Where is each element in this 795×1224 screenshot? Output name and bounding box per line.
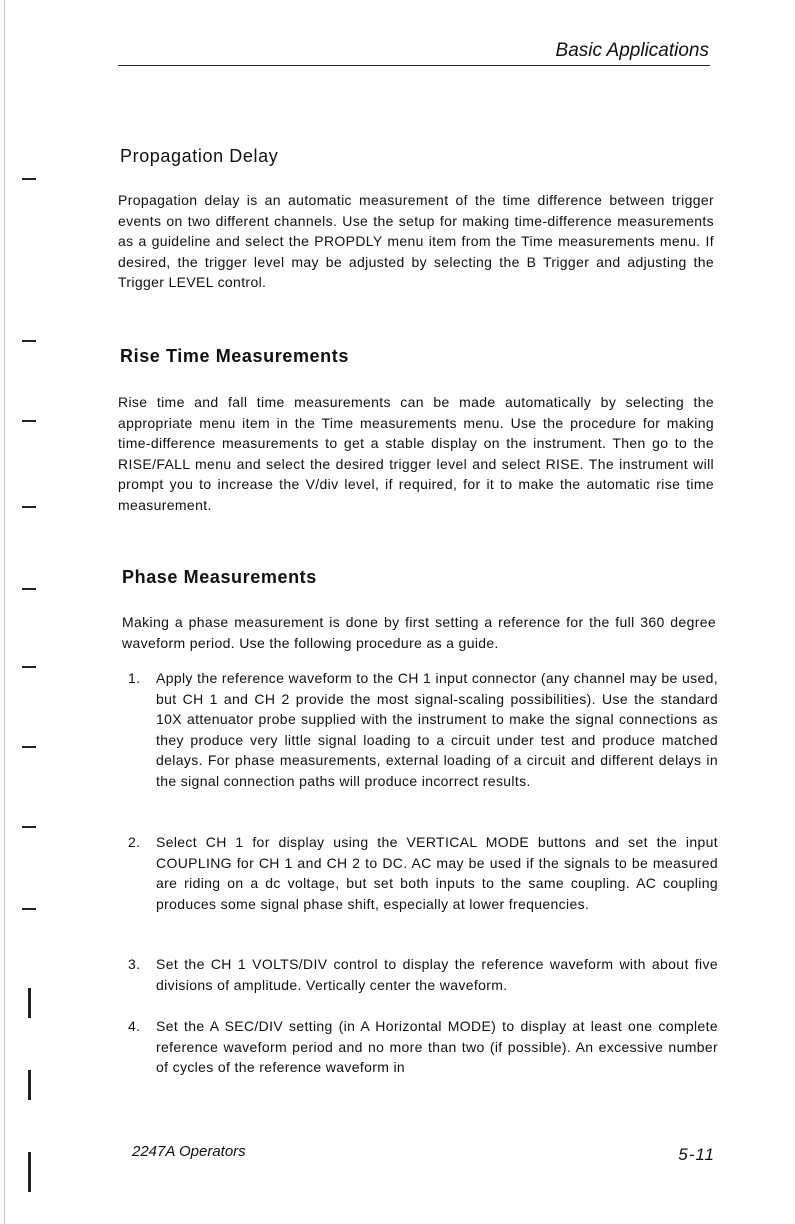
binding-mark <box>22 588 36 590</box>
running-header: Basic Applications <box>555 40 709 61</box>
paragraph-propagation-delay: Propagation delay is an automatic measurement of the time difference between trigger events on two different channels. Use the setup for making time-difference measurements as a guideline and select the PROPDLY menu item from the Time measurements menu. If desired, the trigger level may be adjusted by selecting the B Trigger and adjusting the Trigger LEVEL control. <box>118 192 714 290</box>
header-rule <box>118 65 710 66</box>
paragraph-rise-time: Rise time and fall time measurements can be made automatically by selecting the appropriate menu item in the Time measurements menu. Use the procedure for making time-difference measurements to get a stable display on the instrument. Then go to the RISE/FALL menu and select the desired trigger level and select RISE. The instrument will prompt you to increase the V/div level, if required, for it to make the automatic rise time measurement. <box>118 394 714 513</box>
step-text: Set the CH 1 VOLTS/DIV control to display the reference waveform with about five divisions of amplitude. Vertically center the waveform. <box>156 956 718 993</box>
section-heading-rise-time: Rise Time Measurements <box>120 346 349 366</box>
binding-mark <box>22 420 36 422</box>
section-heading-phase-measurements: Phase Measurements <box>122 567 317 587</box>
step-number: 4. <box>128 1018 141 1034</box>
list-item-step-2 <box>124 832 718 914</box>
binding-mark <box>22 826 36 828</box>
footer-manual-title: 2247A Operators <box>132 1143 246 1160</box>
section-heading-propagation-delay: Propagation Delay <box>120 146 279 166</box>
binding-mark <box>22 908 36 910</box>
binding-mark <box>28 1070 31 1100</box>
list-item-step-1 <box>124 668 718 791</box>
list-item-step-3 <box>124 954 718 995</box>
list-item-step-4 <box>124 1016 718 1078</box>
step-text: Select CH 1 for display using the VERTICAL MODE buttons and set the input COUPLING for CH 1 and CH 2 to DC. AC may be used if the signals to be measured are riding on a dc voltage, but set both inputs to the same coupling. AC coupling produces some signal phase shift, especially at lower frequencies. <box>156 834 718 912</box>
binding-mark <box>22 506 36 508</box>
paragraph-phase-intro: Making a phase measurement is done by first setting a reference for the full 360 degree waveform period. Use the following procedure as a guide. <box>122 614 716 651</box>
binding-mark <box>22 666 36 668</box>
step-number: 2. <box>128 834 141 850</box>
binding-mark <box>22 178 36 180</box>
step-text: Set the A SEC/DIV setting (in A Horizontal MODE) to display at least one complete reference waveform period and no more than two (if possible). An excessive number of cycles of the reference waveform in <box>156 1018 718 1075</box>
binding-mark <box>28 1152 31 1192</box>
step-number: 1. <box>128 670 141 686</box>
binding-mark <box>28 988 31 1018</box>
footer-page-number: 5-11 <box>678 1145 715 1164</box>
binding-edge-line <box>4 0 5 1224</box>
step-number: 3. <box>128 956 141 972</box>
binding-mark <box>22 746 36 748</box>
step-text: Apply the reference waveform to the CH 1 input connector (any channel may be used, but CH 1 and CH 2 provide the most signal-scaling possibilities). Use the standard 10X attenuator probe supplied with the instrument to make the signal connections as they produce very little signal loading to a circuit under test and produce matched delays. For phase measurements, external loading of a circuit and different delays in the signal connection paths will produce incorrect results. <box>156 670 718 789</box>
binding-mark <box>22 340 36 342</box>
